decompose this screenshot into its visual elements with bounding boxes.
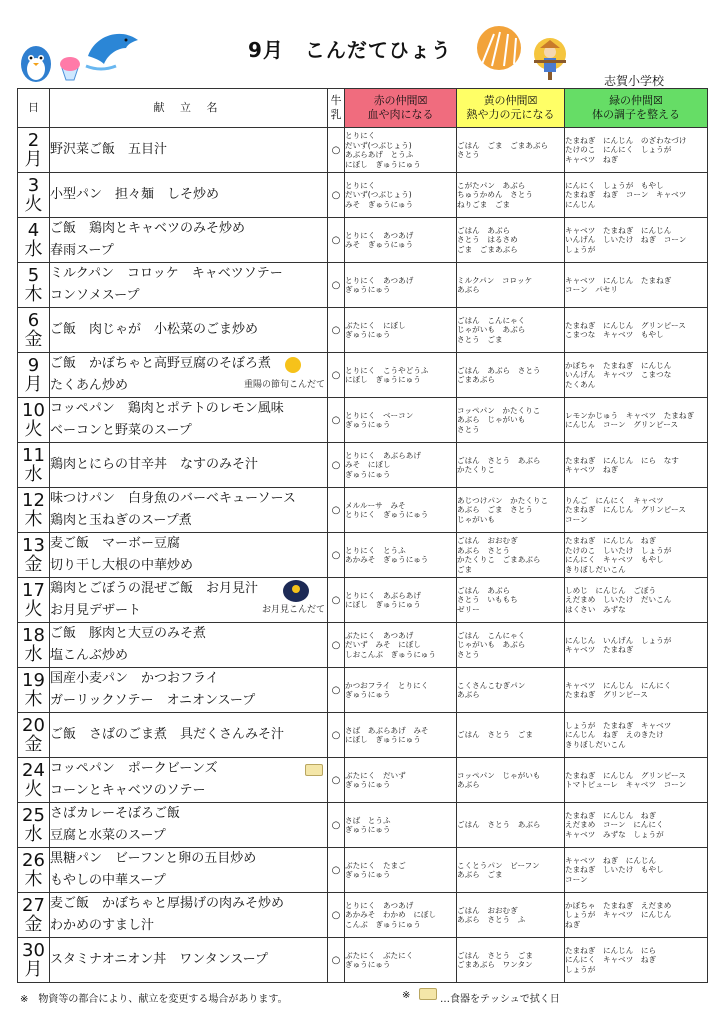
date-cell bbox=[18, 218, 50, 263]
green-group-cell: にんにく しょうが もやし たまねぎ ねぎ コーン キャベツ にんじん bbox=[565, 173, 708, 218]
milk-cell: ○ bbox=[328, 848, 345, 893]
menu-row bbox=[18, 353, 708, 398]
weekday: 火 bbox=[24, 418, 43, 440]
page-title: 9月 こんだてひょう bbox=[248, 38, 452, 62]
dishes-cell bbox=[50, 218, 328, 263]
yellow-group-cell: ミルクパン コロッケ あぶら bbox=[457, 263, 565, 308]
red-group-cell: とりにく あつあげ みそ ぎゅうにゅう bbox=[345, 218, 457, 263]
green-group-cell: かぼちゃ たまねぎ にんじん いんげん キャベツ こまつな たくあん bbox=[565, 353, 708, 398]
dish-line: ご飯 肉じゃが 小松菜のごま炒め bbox=[50, 322, 259, 337]
day-number: 3 bbox=[27, 174, 40, 196]
red-group-cell: とりにく あつあげ ぎゅうにゅう bbox=[345, 263, 457, 308]
date-cell bbox=[18, 443, 50, 488]
red-group-cell: かつおフライ とりにく ぎゅうにゅう bbox=[345, 668, 457, 713]
dishes-cell bbox=[50, 353, 328, 398]
header-yellow-subtitle: 熱や力の元になる bbox=[466, 108, 555, 121]
yellow-group-cell: ごはん おおむぎ あぶら さとう かたくりこ ごまあぶら ごま bbox=[457, 533, 565, 578]
dishes-cell bbox=[50, 713, 328, 758]
dish-line: ベーコンと野菜のスープ bbox=[50, 423, 192, 438]
milk-cell: ○ bbox=[328, 128, 345, 173]
yellow-group-cell: コッペパン かたくりこ あぶら じゃがいも さとう bbox=[457, 398, 565, 443]
green-group-cell: たまねぎ にんじん にら にんにく キャベツ ねぎ しょうが bbox=[565, 938, 708, 983]
green-group-cell: キャベツ ねぎ にんじん たまねぎ しいたけ もやし コーン bbox=[565, 848, 708, 893]
date-cell bbox=[18, 848, 50, 893]
red-group-cell: さば とうふ ぎゅうにゅう bbox=[345, 803, 457, 848]
day-number: 27 bbox=[22, 894, 45, 916]
day-number: 30 bbox=[22, 939, 45, 961]
dish-line: コーンとキャベツのソテー bbox=[50, 783, 206, 798]
dish-line: 麦ご飯 かぼちゃと厚揚げの肉みそ炒め bbox=[50, 896, 285, 911]
day-number: 24 bbox=[22, 759, 45, 781]
menu-row bbox=[18, 623, 708, 668]
weekday: 木 bbox=[24, 688, 43, 710]
header-day: 日 bbox=[18, 89, 50, 128]
day-number: 18 bbox=[22, 624, 45, 646]
yellow-group-cell: ごはん あぶら さとう いももち ゼリー bbox=[457, 578, 565, 623]
date-cell bbox=[18, 488, 50, 533]
milk-cell: ○ bbox=[328, 578, 345, 623]
green-group-cell: キャベツ にんじん にんにく たまねぎ グリンピース bbox=[565, 668, 708, 713]
yellow-group-cell: ごはん さとう ごま ごまあぶら ワンタン bbox=[457, 938, 565, 983]
green-group-cell: たまねぎ にんじん グリンピース こまつな キャベツ もやし bbox=[565, 308, 708, 353]
weekday: 木 bbox=[24, 283, 43, 305]
date-cell bbox=[18, 578, 50, 623]
weekday: 金 bbox=[24, 913, 43, 935]
moon-pampas-illustration bbox=[474, 24, 524, 72]
dishes-cell bbox=[50, 488, 328, 533]
menu-row bbox=[18, 308, 708, 353]
header-milk bbox=[328, 89, 345, 128]
footer-note-left: ※ 物資等の都合により、献立を変更する場合があります。 bbox=[20, 994, 288, 1005]
chrysanthemum-icon bbox=[285, 357, 301, 373]
milk-cell: ○ bbox=[328, 938, 345, 983]
day-number: 2 bbox=[27, 129, 40, 151]
dish-line: 野沢菜ご飯 五目汁 bbox=[50, 142, 168, 157]
dish-line: ご飯 豚肉と大豆のみそ煮 bbox=[50, 626, 207, 641]
green-group-cell: しょうが たまねぎ キャベツ にんじん ねぎ えのきたけ きりぼしだいこん bbox=[565, 713, 708, 758]
weekday: 水 bbox=[24, 463, 43, 485]
penguin-shaved-ice-illustration bbox=[18, 38, 84, 86]
milk-cell: ○ bbox=[328, 398, 345, 443]
milk-cell: ○ bbox=[328, 623, 345, 668]
yellow-group-cell: ごはん こんにゃく じゃがいも あぶら さとう ごま bbox=[457, 308, 565, 353]
milk-cell: ○ bbox=[328, 533, 345, 578]
dishes-cell bbox=[50, 668, 328, 713]
yellow-group-cell: こくさんこむぎパン あぶら bbox=[457, 668, 565, 713]
dishes-cell bbox=[50, 893, 328, 938]
weekday: 木 bbox=[24, 868, 43, 890]
green-group-cell: かぼちゃ たまねぎ えだまめ しょうが キャベツ にんじん ねぎ bbox=[565, 893, 708, 938]
day-number: 17 bbox=[22, 579, 45, 601]
weekday: 火 bbox=[24, 193, 43, 215]
yellow-group-cell: あじつけパン かたくりこ あぶら ごま さとう じゃがいも bbox=[457, 488, 565, 533]
milk-cell: ○ bbox=[328, 218, 345, 263]
green-group-cell: たまねぎ にんじん のざわなづけ たけのこ にんにく しょうが キャベツ ねぎ bbox=[565, 128, 708, 173]
header-green-group bbox=[565, 89, 708, 128]
day-number: 13 bbox=[22, 534, 45, 556]
menu-row bbox=[18, 173, 708, 218]
dish-line: 小型パン 担々麺 しそ炒め bbox=[50, 187, 220, 202]
dish-line: 鶏肉とにらの甘辛丼 なすのみそ汁 bbox=[50, 457, 259, 472]
event-note: 重陽の節句こんだて bbox=[243, 380, 325, 390]
dishes-cell bbox=[50, 263, 328, 308]
tissue-icon bbox=[419, 988, 437, 1000]
dish-line: たくあん炒め bbox=[50, 378, 129, 393]
milk-cell: ○ bbox=[328, 668, 345, 713]
yellow-group-cell: こがたパン あぶら ちゅうかめん さとう ねりごま ごま bbox=[457, 173, 565, 218]
milk-cell: ○ bbox=[328, 173, 345, 218]
date-cell bbox=[18, 758, 50, 803]
header-milk-label: 牛 乳 bbox=[330, 94, 342, 121]
scarecrow-moon-illustration bbox=[528, 36, 574, 80]
red-group-cell: とりにく あぶらあげ にぼし ぎゅうにゅう bbox=[345, 578, 457, 623]
menu-row bbox=[18, 488, 708, 533]
weekday: 金 bbox=[24, 733, 43, 755]
date-cell bbox=[18, 128, 50, 173]
milk-cell: ○ bbox=[328, 263, 345, 308]
dolphin-illustration bbox=[82, 26, 144, 76]
dish-line: さばカレーそぼろご飯 bbox=[50, 806, 181, 821]
menu-row bbox=[18, 533, 708, 578]
green-group-cell: たまねぎ にんじん グリンピース トマトピューレ キャベツ コーン bbox=[565, 758, 708, 803]
weekday: 水 bbox=[24, 643, 43, 665]
menu-row bbox=[18, 263, 708, 308]
header-yellow-group bbox=[457, 89, 565, 128]
dish-line: わかめのすまし汁 bbox=[50, 918, 155, 933]
day-number: 12 bbox=[22, 489, 45, 511]
menu-row bbox=[18, 128, 708, 173]
day-number: 10 bbox=[22, 399, 45, 421]
dish-line: ガーリックソテー オニオンスープ bbox=[50, 693, 256, 708]
dish-line: 麦ご飯 マーボー豆腐 bbox=[50, 536, 181, 551]
red-group-cell: ぶたにく あつあげ だいず みそ にぼし しおこんぶ ぎゅうにゅう bbox=[345, 623, 457, 668]
red-group-cell: とりにく あつあげ あかみそ わかめ にぼし こんぶ ぎゅうにゅう bbox=[345, 893, 457, 938]
header-menu: 献 立 名 bbox=[50, 89, 328, 128]
yellow-group-cell: コッペパン じゃがいも あぶら bbox=[457, 758, 565, 803]
yellow-group-cell: ごはん あぶら さとう はるさめ ごま ごまあぶら bbox=[457, 218, 565, 263]
green-group-cell: しめじ にんじん ごぼう えだまめ しいたけ だいこん はくさい みずな bbox=[565, 578, 708, 623]
school-name: 志賀小学校 bbox=[604, 74, 665, 88]
red-group-cell: さば あぶらあげ みそ にぼし ぎゅうにゅう bbox=[345, 713, 457, 758]
menu-table bbox=[17, 88, 708, 983]
dish-line: コッペパン 鶏肉とポテトのレモン風味 bbox=[50, 401, 284, 416]
menu-row bbox=[18, 578, 708, 623]
dish-line: 味つけパン 白身魚のバーベキューソース bbox=[50, 491, 296, 506]
yellow-group-cell: ごはん さとう あぶら bbox=[457, 803, 565, 848]
date-cell bbox=[18, 803, 50, 848]
footer-note-right: …食器をテッシュで拭く日 bbox=[440, 994, 560, 1005]
tissue-icon bbox=[305, 764, 323, 776]
day-number: 4 bbox=[27, 219, 40, 241]
menu-row bbox=[18, 668, 708, 713]
dish-line: 黒糖パン ビーフンと卵の五目炒め bbox=[50, 851, 257, 866]
date-cell bbox=[18, 893, 50, 938]
milk-cell: ○ bbox=[328, 713, 345, 758]
dish-line: 国産小麦パン かつおフライ bbox=[50, 671, 219, 686]
dishes-cell bbox=[50, 443, 328, 488]
dish-line: ご飯 さばのごま煮 具だくさんみそ汁 bbox=[50, 727, 285, 742]
red-group-cell: とりにく だいず(つぶじょう) みそ ぎゅうにゅう bbox=[345, 173, 457, 218]
menu-table-body bbox=[18, 128, 708, 983]
dishes-cell bbox=[50, 173, 328, 218]
weekday: 月 bbox=[24, 958, 43, 980]
milk-cell: ○ bbox=[328, 758, 345, 803]
date-cell bbox=[18, 353, 50, 398]
red-group-cell: とりにく ベーコン ぎゅうにゅう bbox=[345, 398, 457, 443]
dishes-cell bbox=[50, 938, 328, 983]
weekday: 金 bbox=[24, 553, 43, 575]
dish-line: ご飯 鶏肉とキャベツのみそ炒め bbox=[50, 221, 246, 236]
day-number: 26 bbox=[22, 849, 45, 871]
red-group-cell: とりにく とうふ あかみそ ぎゅうにゅう bbox=[345, 533, 457, 578]
red-group-cell: とりにく あぶらあげ みそ にぼし ぎゅうにゅう bbox=[345, 443, 457, 488]
day-number: 6 bbox=[27, 309, 40, 331]
dishes-cell bbox=[50, 533, 328, 578]
menu-row bbox=[18, 893, 708, 938]
date-cell bbox=[18, 308, 50, 353]
dishes-cell bbox=[50, 128, 328, 173]
green-group-cell: キャベツ たまねぎ にんじん いんげん しいたけ ねぎ コーン しょうが bbox=[565, 218, 708, 263]
weekday: 月 bbox=[24, 373, 43, 395]
menu-row bbox=[18, 938, 708, 983]
red-group-cell: ぶたにく ぶたにく ぎゅうにゅう bbox=[345, 938, 457, 983]
date-cell bbox=[18, 668, 50, 713]
green-group-cell: レモンかじゅう キャベツ たまねぎ にんじん コーン グリンピース bbox=[565, 398, 708, 443]
date-cell bbox=[18, 938, 50, 983]
yellow-group-cell: ごはん さとう あぶら かたくりこ bbox=[457, 443, 565, 488]
dish-line: 鶏肉と玉ねぎのスープ煮 bbox=[50, 513, 192, 528]
red-group-cell: メルルーサ みそ とりにく ぎゅうにゅう bbox=[345, 488, 457, 533]
header-red-subtitle: 血や肉になる bbox=[367, 108, 434, 121]
red-group-cell: ぶたにく だいず ぎゅうにゅう bbox=[345, 758, 457, 803]
green-group-cell: たまねぎ にんじん ねぎ えだまめ コーン にんにく キャベツ みずな しょうが bbox=[565, 803, 708, 848]
footer-mark: ※ bbox=[402, 990, 411, 1001]
milk-cell: ○ bbox=[328, 308, 345, 353]
dish-line: 豆腐と水菜のスープ bbox=[50, 828, 166, 843]
milk-cell: ○ bbox=[328, 488, 345, 533]
weekday: 火 bbox=[24, 598, 43, 620]
dish-line: ミルクパン コロッケ キャベツソテー bbox=[50, 266, 283, 281]
dish-line: 切り干し大根の中華炒め bbox=[50, 558, 194, 573]
date-cell bbox=[18, 263, 50, 308]
header-green-subtitle: 体の調子を整える bbox=[592, 108, 680, 121]
day-number: 11 bbox=[22, 444, 45, 466]
dishes-cell bbox=[50, 758, 328, 803]
dishes-cell bbox=[50, 398, 328, 443]
dishes-cell bbox=[50, 848, 328, 893]
dish-line: コンソメスープ bbox=[50, 288, 140, 303]
dishes-cell bbox=[50, 578, 328, 623]
menu-row bbox=[18, 218, 708, 263]
weekday: 木 bbox=[24, 508, 43, 530]
yellow-group-cell: ごはん ごま ごまあぶら さとう bbox=[457, 128, 565, 173]
green-group-cell: たまねぎ にんじん にら なす キャベツ ねぎ bbox=[565, 443, 708, 488]
red-group-cell: ぶたにく たまご ぎゅうにゅう bbox=[345, 848, 457, 893]
date-cell bbox=[18, 713, 50, 758]
weekday: 火 bbox=[24, 778, 43, 800]
red-group-cell: とりにく こうやどうふ にぼし ぎゅうにゅう bbox=[345, 353, 457, 398]
yellow-group-cell: ごはん おおむぎ あぶら さとう ふ bbox=[457, 893, 565, 938]
dish-line: スタミナオニオン丼 ワンタンスープ bbox=[50, 952, 269, 967]
date-cell bbox=[18, 623, 50, 668]
dishes-cell bbox=[50, 623, 328, 668]
red-group-cell: とりにく だいず(つぶじょう) あぶらあげ とうふ にぼし ぎゅうにゅう bbox=[345, 128, 457, 173]
date-cell bbox=[18, 398, 50, 443]
green-group-cell: にんじん いんげん しょうが キャベツ たまねぎ bbox=[565, 623, 708, 668]
green-group-cell: キャベツ にんじん たまねぎ コーン パセリ bbox=[565, 263, 708, 308]
menu-row bbox=[18, 398, 708, 443]
day-number: 25 bbox=[22, 804, 45, 826]
menu-row bbox=[18, 713, 708, 758]
day-number: 20 bbox=[22, 714, 45, 736]
header-yellow-title: 黄の仲間☒ bbox=[483, 94, 538, 108]
weekday: 水 bbox=[24, 823, 43, 845]
menu-row bbox=[18, 848, 708, 893]
yellow-group-cell: こくとうパン ビーフン あぶら ごま bbox=[457, 848, 565, 893]
dish-line: 塩こんぶ炒め bbox=[50, 648, 129, 663]
weekday: 月 bbox=[24, 148, 43, 170]
dish-line: ご飯 かぼちゃと高野豆腐のそぼろ煮 bbox=[50, 356, 272, 371]
weekday: 水 bbox=[24, 238, 43, 260]
menu-row bbox=[18, 758, 708, 803]
event-note: お月見こんだて bbox=[261, 605, 325, 615]
dish-line: もやしの中華スープ bbox=[50, 873, 166, 888]
date-cell bbox=[18, 533, 50, 578]
header-red-title: 赤の仲間☒ bbox=[373, 94, 428, 108]
weekday: 金 bbox=[24, 328, 43, 350]
dish-line: 春雨スープ bbox=[50, 243, 114, 258]
menu-row bbox=[18, 443, 708, 488]
day-number: 5 bbox=[27, 264, 40, 286]
yellow-group-cell: ごはん あぶら さとう ごまあぶら bbox=[457, 353, 565, 398]
header-red-group bbox=[345, 89, 457, 128]
day-number: 19 bbox=[22, 669, 45, 691]
table-header-row bbox=[18, 89, 708, 128]
date-cell bbox=[18, 173, 50, 218]
yellow-group-cell: ごはん さとう ごま bbox=[457, 713, 565, 758]
milk-cell: ○ bbox=[328, 803, 345, 848]
milk-cell: ○ bbox=[328, 353, 345, 398]
dish-line: お月見デザート bbox=[50, 603, 142, 618]
header-green-title: 緑の仲間☒ bbox=[609, 94, 663, 108]
milk-cell: ○ bbox=[328, 443, 345, 488]
milk-cell: ○ bbox=[328, 893, 345, 938]
dishes-cell bbox=[50, 803, 328, 848]
red-group-cell: ぶたにく にぼし ぎゅうにゅう bbox=[345, 308, 457, 353]
green-group-cell: りんご にんにく キャベツ たまねぎ にんじん グリンピース コーン bbox=[565, 488, 708, 533]
menu-row bbox=[18, 803, 708, 848]
dish-line: コッペパン ポークビーンズ bbox=[50, 761, 218, 776]
dish-line: 鶏肉とごぼうの混ぜご飯 お月見汁 bbox=[50, 581, 259, 596]
dishes-cell bbox=[50, 308, 328, 353]
green-group-cell: たまねぎ にんじん ねぎ たけのこ しいたけ しょうが にんにく キャベツ もやし きりぼしだいこん bbox=[565, 533, 708, 578]
day-number: 9 bbox=[27, 354, 40, 376]
yellow-group-cell: ごはん こんにゃく じゃがいも あぶら さとう bbox=[457, 623, 565, 668]
